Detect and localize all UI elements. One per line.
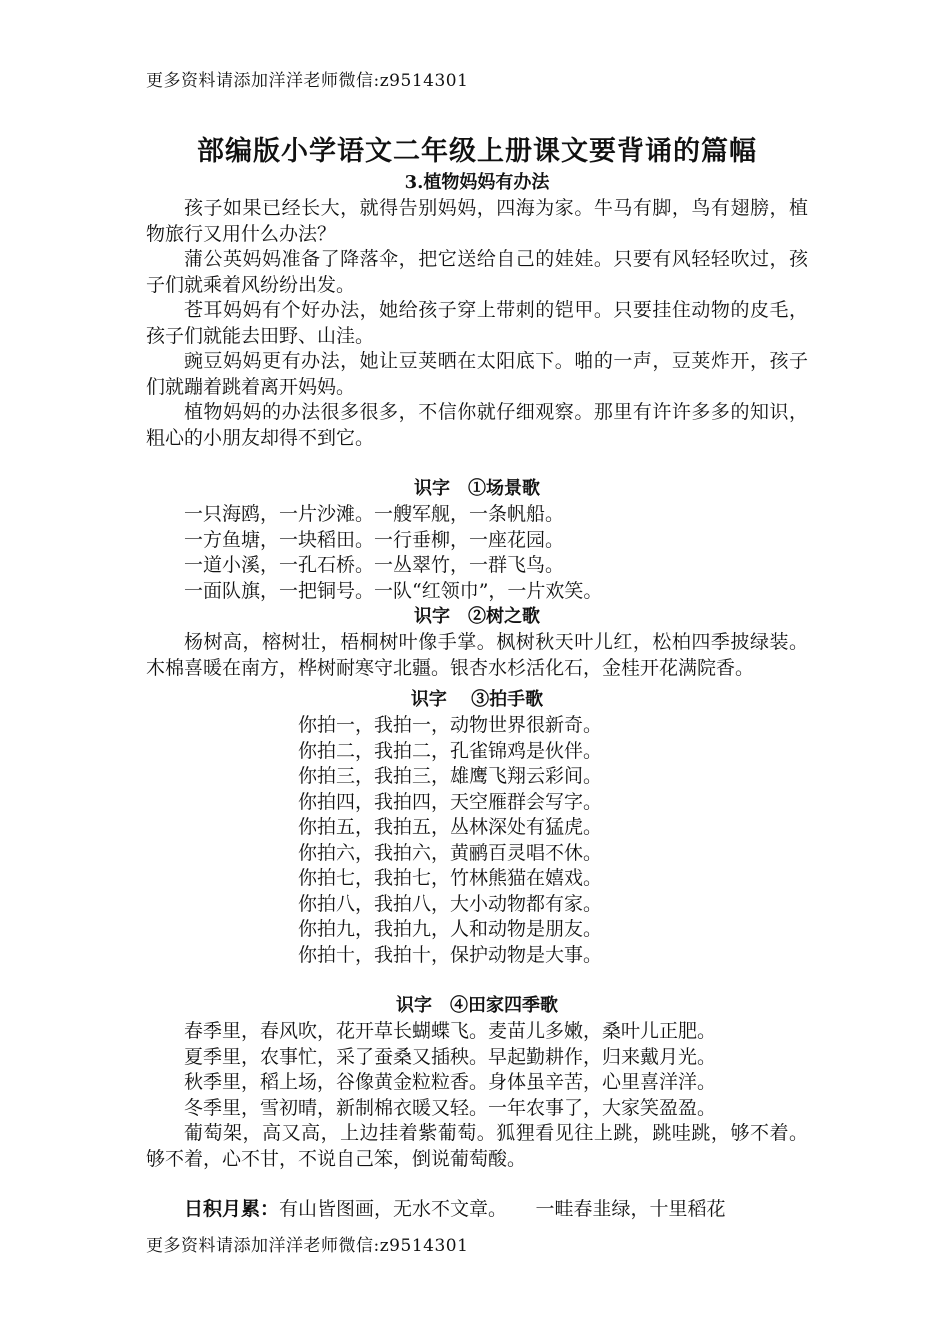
lesson3-paragraph: 孩子如果已经长大，就得告别妈妈，四海为家。牛马有脚，鸟有翅膀，植物旅行又用什么办法？ [146, 197, 808, 245]
shizi1-line: 一面队旗，一把铜号。一队“红领巾”，一片欢笑。 [184, 579, 603, 602]
shizi2-title: 识字 ②树之歌 [414, 606, 540, 627]
lesson3-title: 3.植物妈妈有办法 [404, 172, 550, 193]
shizi1-line: 一只海鸥，一片沙滩。一艘军舰，一条帆船。 [184, 503, 565, 525]
shizi3-line: 你拍三，我拍三，雄鹰飞翔云彩间。 [298, 765, 603, 787]
accumulation-label: 日积月累： [184, 1198, 280, 1220]
lesson3-paragraph: 苍耳妈妈有个好办法，她给孩子穿上带刺的铠甲。只要挂住动物的皮毛，孩子们就能去田野、山洼。 [146, 299, 808, 347]
shizi3-line: 你拍七，我拍七，竹林熊猫在嬉戏。 [298, 867, 603, 889]
shizi1-line: 一方鱼塘，一块稻田。一行垂柳，一座花园。 [184, 528, 565, 551]
shizi3-line: 你拍八，我拍八，大小动物都有家。 [298, 892, 603, 915]
shizi3-line: 你拍四，我拍四，天空雁群会写字。 [298, 790, 603, 813]
lesson3-paragraph: 蒲公英妈妈准备了降落伞，把它送给自己的娃娃。只要有风轻轻吹过，孩子们就乘着风纷纷出发。 [146, 248, 808, 296]
grapes-paragraph: 葡萄架，高又高，上边挂着紫葡萄。狐狸看见往上跳，跳哇跳，够不着。够不着，心不甘，不说自己笨，倒说葡萄酸。 [146, 1122, 808, 1170]
shizi4-line: 冬季里，雪初晴，新制棉衣暖又轻。一年农事了，大家笑盈盈。 [184, 1096, 717, 1119]
shizi2-text: 杨树高，榕树壮，梧桐树叶像手掌。枫树秋天叶儿红，松柏四季披绿装。木棉喜暖在南方，桦树耐寒守北疆。银杏水杉活化石，金桂开花满院香。 [146, 631, 808, 679]
shizi3-line: 你拍一，我拍一，动物世界很新奇。 [298, 714, 603, 736]
shizi4-line: 夏季里，农事忙，采了蚕桑又插秧。早起勤耕作，归来戴月光。 [184, 1045, 717, 1068]
shizi3-line: 你拍六，我拍六，黄鹂百灵唱不休。 [298, 841, 603, 864]
shizi3-line: 你拍九，我拍九，人和动物是朋友。 [298, 918, 603, 940]
shizi1-line: 一道小溪，一孔石桥。一丛翠竹，一群飞鸟。 [184, 554, 565, 576]
accumulation-text: 有山皆图画，无水不文章。 一畦春韭绿，十里稻花 [279, 1198, 726, 1220]
accumulation-line [146, 1197, 808, 1223]
document-body [146, 134, 808, 1223]
page-title: 部编版小学语文二年级上册课文要背诵的篇幅 [197, 136, 757, 167]
shizi3-line: 你拍五，我拍五，丛林深处有猛虎。 [298, 816, 603, 838]
shizi4-line: 春季里，春风吹，花开草长蝴蝶飞。麦苗儿多嫩，桑叶儿正肥。 [184, 1020, 717, 1042]
shizi4-line: 秋季里，稻上场，谷像黄金粒粒香。身体虽辛苦，心里喜洋洋。 [184, 1071, 717, 1093]
shizi1-title: 识字 ①场景歌 [414, 478, 540, 499]
footer-note: 更多资料请添加洋洋老师微信:z9514301 [146, 1236, 469, 1256]
lesson3-paragraph: 豌豆妈妈更有办法，她让豆荚晒在太阳底下。啪的一声，豆荚炸开，孩子们就蹦着跳着离开妈妈。 [146, 350, 808, 398]
shizi3-line: 你拍十，我拍十，保护动物是大事。 [298, 943, 603, 966]
lesson3-paragraph: 植物妈妈的办法很多很多，不信你就仔细观察。那里有许许多多的知识，粗心的小朋友却得不到它。 [146, 401, 808, 449]
shizi3-title: 识字 ③拍手歌 [410, 689, 544, 710]
shizi3-line: 你拍二，我拍二，孔雀锦鸡是伙伴。 [298, 739, 603, 762]
header-note: 更多资料请添加洋洋老师微信:z9514301 [146, 71, 469, 91]
shizi4-title: 识字 ④田家四季歌 [396, 995, 558, 1016]
